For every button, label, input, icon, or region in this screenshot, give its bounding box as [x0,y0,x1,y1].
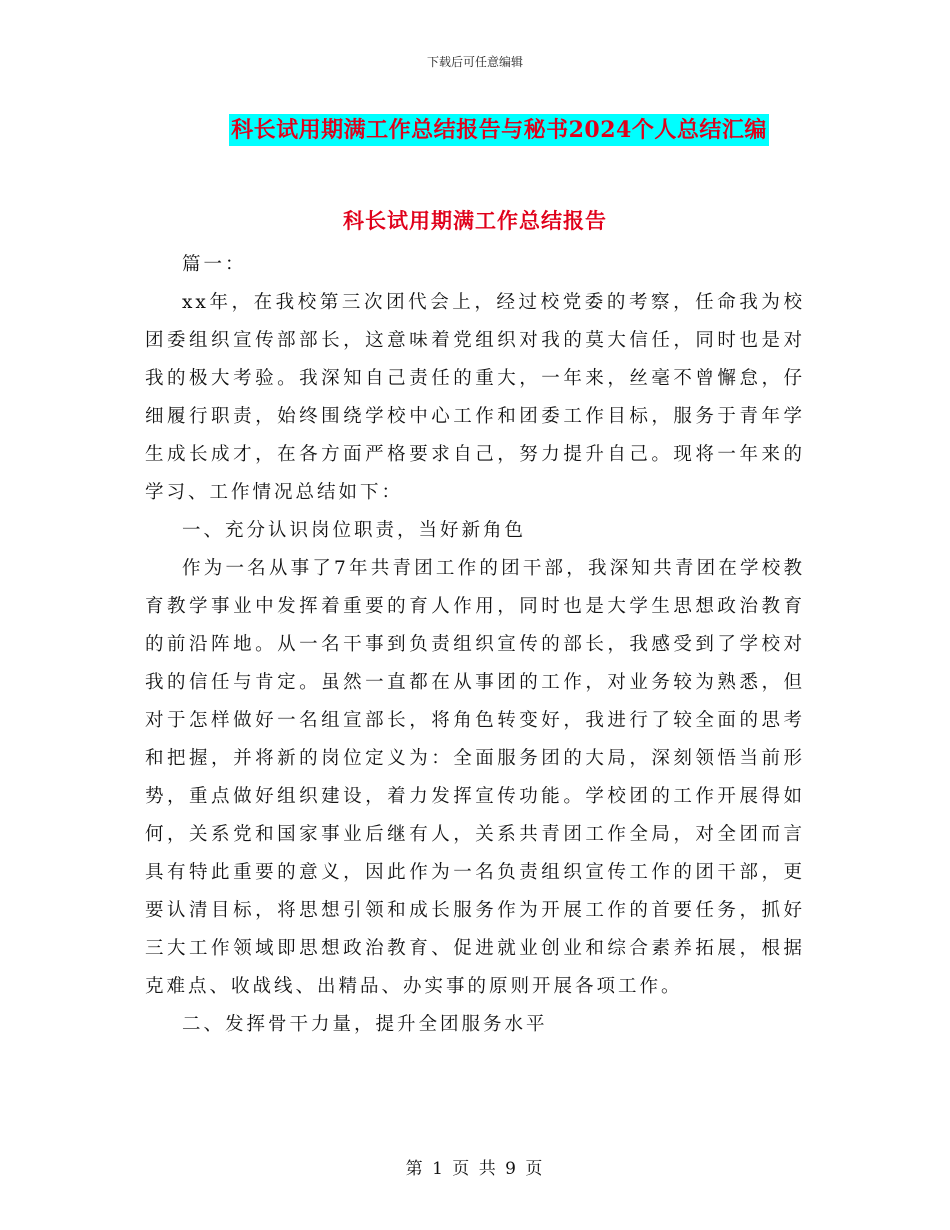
document-body [145,246,805,1044]
section-heading-2: 二、发挥骨干力量，提升全团服务水平 [182,1014,548,1035]
header-note: 下载后可任意编辑 [426,55,523,69]
section-heading-1: 一、充分认识岗位职责，当好新角色 [182,520,527,541]
body-paragraph-1: 作为一名从事了7年共青团工作的团干部，我深知共青团在学校教育教学事业中发挥着重要的育人作用，同时也是大学生思想政治教育的前沿阵地。从一名干事到负责组织宣传的部长，我感受到了学校对我的信任与肯定。虽然一直都在从事团的工作，对业务较为熟悉，但对于怎样做好一名组宣部长，将角色转变好，我进行了较全面的思考和把握，并将新的岗位定义为：全面服务团的大局，深刻领悟当前形势，重点做好组织建设，着力发挥宣传功能。学校团的工作开展得如何，关系党和国家事业后继有人，关系共青团工作全局，对全团而言具有特此重要的意义，因此作为一名负责组织宣传工作的团干部，更要认清目标，将思想引领和成长服务作为开展工作的首要任务，抓好三大工作领域即思想政治教育、促进就业创业和综合素养拓展，根据克难点、收战线、出精品、办实事的原则开展各项工作。 [145,558,805,997]
main-title-container [0,114,950,146]
sub-title: 科长试用期满工作总结报告 [343,208,607,233]
page-footer: 第 1 页 共 9 页 [405,1159,545,1179]
main-title: 科长试用期满工作总结报告与秘书2024个人总结汇编 [229,114,769,146]
intro-paragraph: xx年，在我校第三次团代会上，经过校党委的考察，任命我为校团委组织宣传部部长，这意味着党组织对我的莫大信任，同时也是对我的极大考验。我深知自己责任的重大，一年来，丝毫不曾懈怠，仔细履行职责，始终围绕学校中心工作和团委工作目标，服务于青年学生成长成才，在各方面严格要求自己，努力提升自己。现将一年来的学习、工作情况总结如下： [145,292,805,503]
section-label: 篇一： [182,254,247,275]
